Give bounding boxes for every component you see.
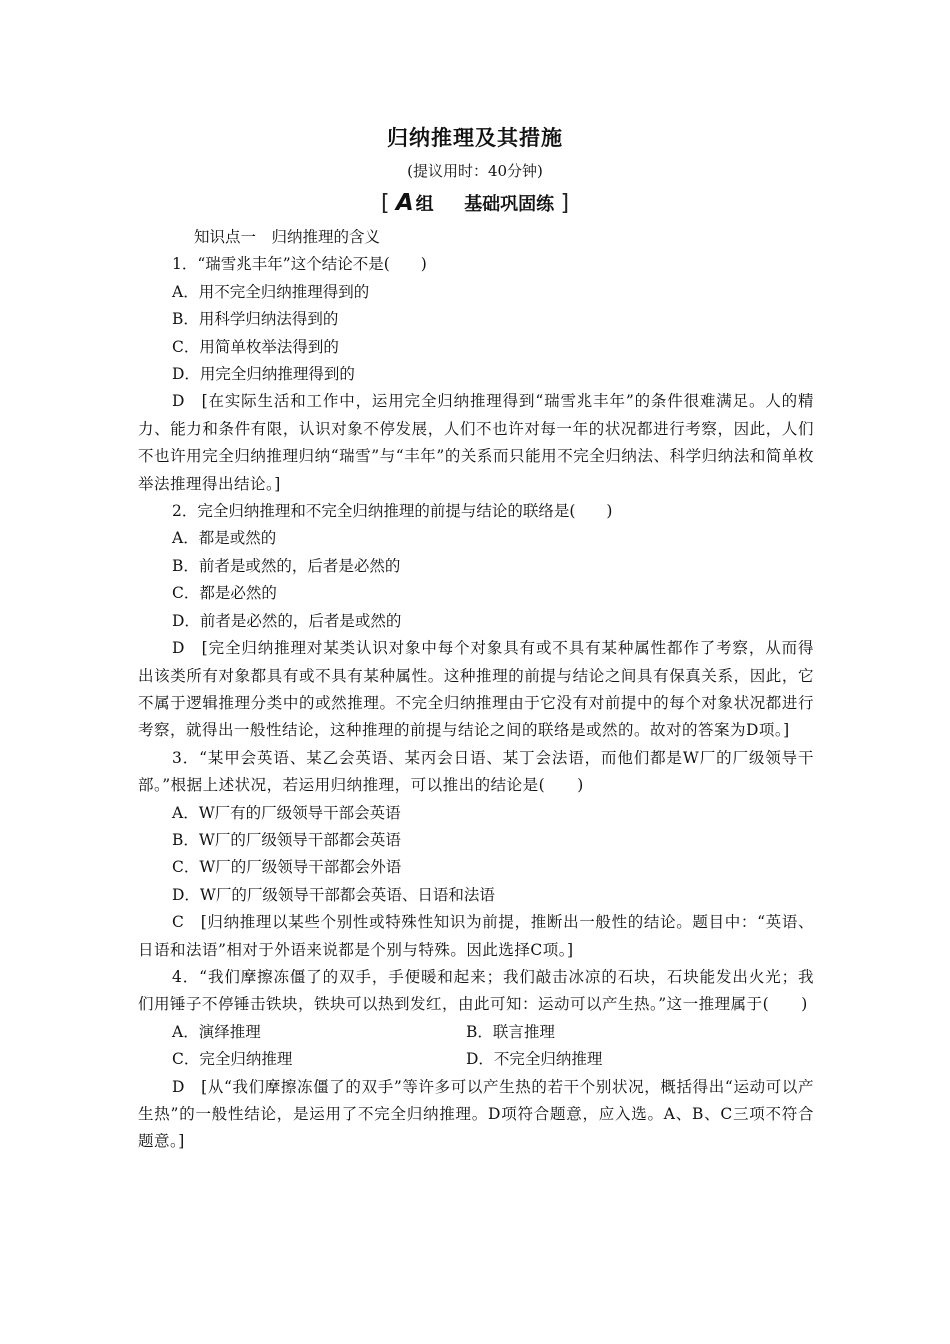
question-4-option-a: A．演绎推理 (172, 1022, 261, 1041)
question-4-options-row-2 (138, 1046, 814, 1073)
question-2-answer: D [完全归纳推理对某类认识对象中每个对象具有或不具有某种属性都作了考察，从而得出该类所有对象都具有或不具有某种属性。这种推理的前提与结论之间具有保真关系，因此，它不属于逻辑推理分类中的或然推理。不完全归纳推理由于它没有对前提中的每个对象状况都进行考察，就得出一般性结论，这种推理的前提与结论之间的联络是或然的。故对的答案为D项。] (138, 639, 814, 740)
group-bracket-left: [ (380, 191, 390, 216)
question-1-stem: 1．“瑞雪兆丰年”这个结论不是( ) (172, 255, 427, 274)
question-2-stem: 2．完全归纳推理和不完全归纳推理的前提与结论的联络是( ) (172, 502, 613, 521)
group-header (0, 190, 950, 216)
question-4-stem: 4．“我们摩擦冻僵了的双手，手便暖和起来；我们敲击冰凉的石块，石块能发出火光；我们用锤子不停锤击铁块，铁块可以热到发红，由此可知：运动可以产生热。”这一推理属于( ) (138, 967, 814, 1014)
question-1-option-b: B．用科学归纳法得到的 (172, 310, 339, 329)
question-1-option-d: D．用完全归纳推理得到的 (172, 365, 355, 384)
group-name: 基础巩固练 (464, 194, 555, 215)
question-3-option-d: D．W厂的厂级领导干部都会英语、日语和法语 (172, 885, 495, 904)
question-4-answer: D [从“我们摩擦冻僵了的双手”等许多可以产生热的若干个别状况，概括得出“运动可以产生热”的一般性结论，是运用了不完全归纳推理。D项符合题意，应入选。A、B、C三项不符合题意。] (138, 1077, 814, 1151)
section-heading: 知识点一 归纳推理的含义 (194, 228, 381, 246)
suggested-time: (提议用时：40分钟) (407, 162, 543, 180)
group-label: 组 (415, 194, 434, 215)
question-2-option-b: B．前者是或然的，后者是必然的 (172, 556, 401, 575)
document-body (138, 224, 814, 1156)
group-bracket-right: ] (560, 191, 570, 216)
group-letter: A (395, 190, 414, 216)
question-3-option-c: C．W厂的厂级领导干部都会外语 (172, 858, 402, 877)
document-title: 归纳推理及其措施 (387, 126, 563, 150)
question-1-option-a: A．用不完全归纳推理得到的 (172, 282, 370, 301)
question-4-options-row-1 (138, 1019, 814, 1046)
question-2-option-c: C．都是必然的 (172, 584, 277, 603)
question-4-option-d: D．不完全归纳推理 (466, 1050, 603, 1069)
question-3-answer: C [归纳推理以某些个别性或特殊性知识为前提，推断出一般性的结论。题目中：“英语、日语和法语”相对于外语来说都是个别与特殊。因此选择C项。] (138, 913, 814, 959)
question-3-option-b: B．W厂的厂级领导干部都会英语 (172, 830, 401, 849)
question-4-option-b: B．联言推理 (466, 1022, 555, 1041)
question-3-option-a: A．W厂有的厂级领导干部会英语 (172, 803, 401, 822)
question-4-option-c: C．完全归纳推理 (172, 1050, 293, 1069)
question-2-option-d: D．前者是必然的，后者是或然的 (172, 611, 402, 630)
question-2-option-a: A．都是或然的 (172, 529, 277, 548)
question-1-option-c: C．用简单枚举法得到的 (172, 337, 339, 356)
question-3-stem: 3．“某甲会英语、某乙会英语、某丙会日语、某丁会法语，而他们都是W厂的厂级领导干部。”根据上述状况，若运用归纳推理，可以推出的结论是( ) (138, 748, 814, 795)
question-1-answer: D [在实际生活和工作中，运用完全归纳推理得到“瑞雪兆丰年”的条件很难满足。人的精力、能力和条件有限，认识对象不停发展，人们不也许对每一年的状况都进行考察，因此，人们不也许用完全归纳推理归纳“瑞雪”与“丰年”的关系而只能用不完全归纳法、科学归纳法和简单枚举法推理得出结论。] (138, 392, 814, 493)
